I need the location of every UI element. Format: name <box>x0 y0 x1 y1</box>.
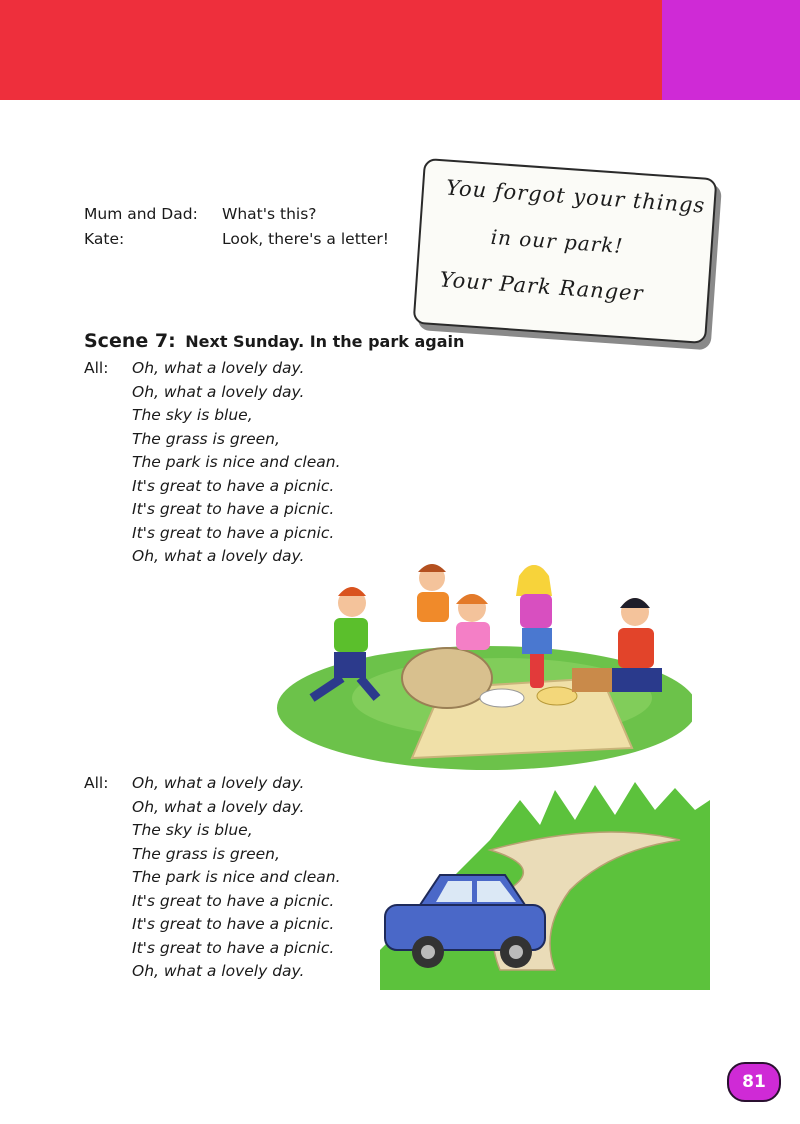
speaker-label: Mum and Dad: <box>84 205 198 223</box>
song-line: It's great to have a picnic. <box>132 938 335 957</box>
header-band-red <box>0 0 662 100</box>
page-number-badge: 81 <box>727 1062 781 1102</box>
note-line-2: in our park! <box>489 224 625 259</box>
speaker-label: All: <box>84 359 109 377</box>
song-line: It's great to have a picnic. <box>132 915 335 933</box>
dialogue-text: What's this? <box>222 205 317 223</box>
song-line: Oh, what a lovely day. <box>132 382 305 401</box>
song-verse-1 <box>84 357 341 569</box>
speaker-label: Kate: <box>84 230 125 248</box>
song-verse-2 <box>84 772 341 984</box>
header-band-magenta <box>662 0 800 100</box>
song-line: It's great to have a picnic. <box>132 523 335 542</box>
note-signature: Your Park Ranger <box>438 267 645 306</box>
song-line: It's great to have a picnic. <box>132 476 335 495</box>
song-line: The sky is blue, <box>132 821 253 839</box>
dialogue-line <box>84 227 389 252</box>
song-line: The sky is blue, <box>132 406 253 424</box>
speaker-label: All: <box>84 774 109 792</box>
scene-description: Next Sunday. In the park again <box>185 332 465 351</box>
song-line: Oh, what a lovely day. <box>132 774 305 792</box>
song-line: Oh, what a lovely day. <box>132 359 305 377</box>
picnic-illustration <box>272 548 692 778</box>
car-illustration <box>340 780 710 990</box>
scene-heading <box>84 330 464 352</box>
song-line: Oh, what a lovely day. <box>132 962 305 980</box>
song-line: The park is nice and clean. <box>132 453 341 471</box>
song-line: The grass is green, <box>132 844 280 863</box>
song-line: It's great to have a picnic. <box>132 500 335 518</box>
song-line: The park is nice and clean. <box>132 868 341 886</box>
dialogue-block <box>84 202 389 252</box>
song-line: It's great to have a picnic. <box>132 891 335 910</box>
song-line: Oh, what a lovely day. <box>132 797 305 816</box>
dialogue-text: Look, there's a letter! <box>222 230 389 248</box>
scene-label: Scene 7: <box>84 330 176 352</box>
note-line-1: You forgot your things <box>445 175 707 218</box>
dialogue-line <box>84 202 389 227</box>
song-line: Oh, what a lovely day. <box>132 547 305 565</box>
ranger-letter-note <box>413 158 718 344</box>
song-line: The grass is green, <box>132 429 280 448</box>
